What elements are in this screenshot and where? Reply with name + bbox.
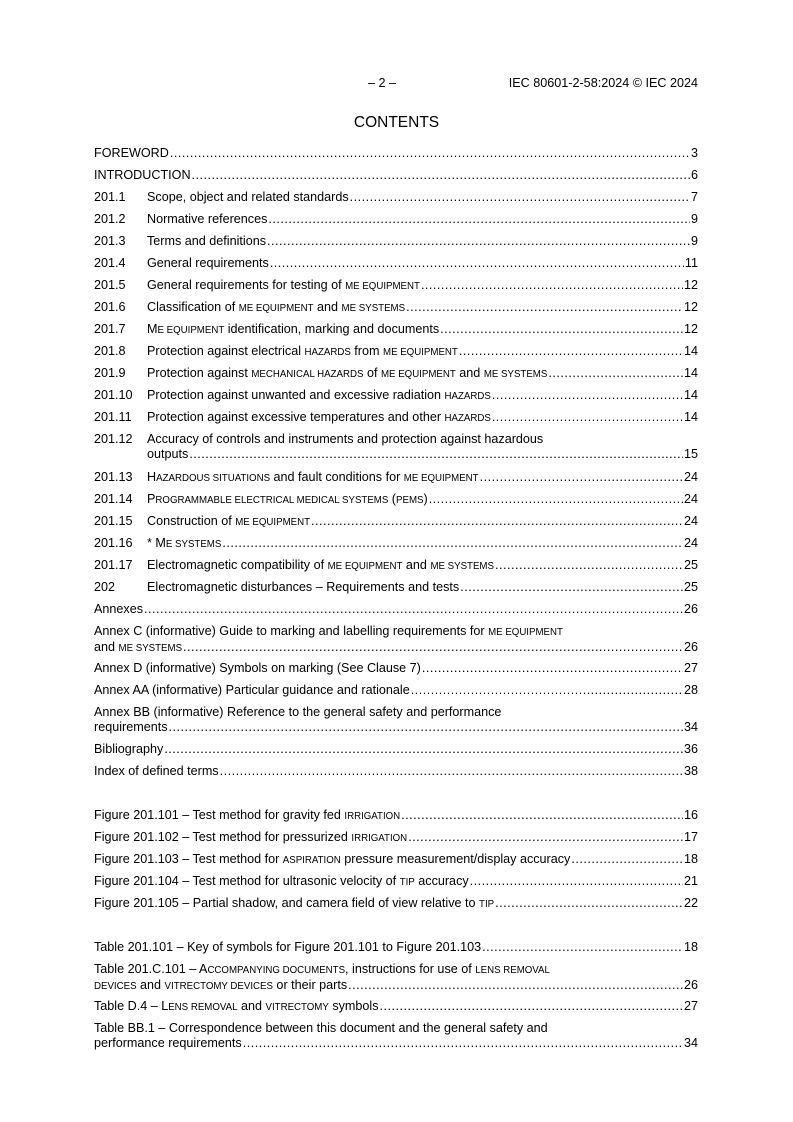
page-ref: 9 xyxy=(690,212,698,226)
section-number: 201.12 xyxy=(94,432,133,446)
toc-entry[interactable] xyxy=(94,940,698,955)
toc-entry[interactable] xyxy=(94,558,698,574)
entry-title xyxy=(147,580,459,595)
entry-text-part: P xyxy=(147,492,156,506)
entry-text-part: CCOMPANYING DOCUMENTS xyxy=(207,965,346,976)
entry-text-part: ME EQUIPMENT xyxy=(327,561,403,572)
toc-entry[interactable] xyxy=(94,1021,698,1051)
entry-title xyxy=(94,830,407,846)
entry-title xyxy=(147,492,428,508)
entry-text-part: Construction of xyxy=(147,514,236,528)
entry-text-part: Annexes xyxy=(94,602,144,616)
entry-text-part: IRRIGATION xyxy=(344,811,401,822)
entry-text-part: VITRECTOMY xyxy=(265,1002,329,1013)
toc-entry[interactable] xyxy=(94,470,698,486)
section-number: 201.15 xyxy=(94,514,133,528)
entry-text-part: Table 201.101 – Key of symbols for Figure 201.101 to Figure 201.103 xyxy=(94,940,482,954)
entry-text-part: Protection against excessive temperatures and other xyxy=(147,410,445,424)
toc-entry[interactable] xyxy=(94,146,698,161)
toc-entry[interactable] xyxy=(94,234,698,249)
page-ref: 12 xyxy=(683,300,698,314)
entry-text-part: Electromagnetic compatibility of xyxy=(147,558,328,572)
dot-leader xyxy=(492,388,683,403)
dot-leader xyxy=(460,580,683,595)
toc-entry[interactable] xyxy=(94,624,698,656)
page-ref: 27 xyxy=(683,999,698,1013)
page-ref: 12 xyxy=(683,322,698,336)
toc-entry[interactable] xyxy=(94,999,698,1015)
page-ref: 14 xyxy=(683,388,698,402)
toc-entry[interactable] xyxy=(94,874,698,890)
page-ref: 21 xyxy=(683,874,698,888)
entry-title xyxy=(147,514,310,530)
page-ref: 14 xyxy=(683,366,698,380)
section-number: 201.11 xyxy=(94,410,132,424)
entry-title xyxy=(94,874,469,890)
entry-text-part: requirements xyxy=(94,720,168,734)
entry-title-continued xyxy=(94,1036,242,1051)
entry-text-part: or their parts xyxy=(272,978,348,992)
entry-text-part: E EQUIPMENT xyxy=(157,325,225,336)
page-ref: 11 xyxy=(684,256,698,270)
entry-title xyxy=(94,168,191,183)
toc-entry[interactable] xyxy=(94,388,698,404)
entry-text-part: and xyxy=(237,999,266,1013)
entry-text-part: ME SYSTEMS xyxy=(430,561,494,572)
dot-leader xyxy=(222,536,683,551)
entry-title xyxy=(94,940,481,955)
toc-entry[interactable] xyxy=(94,602,698,617)
entry-title xyxy=(94,624,563,640)
entry-text-part: MECHANICAL HAZARDS xyxy=(251,369,364,380)
section-number: 201.17 xyxy=(94,558,133,572)
entry-text-part: M xyxy=(147,322,158,336)
toc-entry[interactable] xyxy=(94,432,698,462)
toc-entry[interactable] xyxy=(94,410,698,426)
toc-entry[interactable] xyxy=(94,366,698,382)
entry-title xyxy=(147,256,269,271)
toc-entry[interactable] xyxy=(94,808,698,824)
dot-leader xyxy=(480,470,683,485)
dot-leader xyxy=(470,874,683,889)
entry-text-part: Normative references xyxy=(147,212,268,226)
section-number: 201.2 xyxy=(94,212,126,226)
entry-title xyxy=(94,1021,548,1036)
entry-text-part: and fault conditions for xyxy=(270,470,404,484)
entry-text-part: performance requirements xyxy=(94,1036,242,1050)
toc-entry[interactable] xyxy=(94,168,698,183)
entry-text-part: Annex C (informative) Guide to marking and labelling requirements for xyxy=(94,624,489,638)
page-ref: 14 xyxy=(683,344,698,358)
entry-text-part: Annex D (informative) Symbols on marking (See Clause 7) xyxy=(94,661,421,675)
entry-title xyxy=(147,190,349,205)
page-ref: 18 xyxy=(683,940,698,954)
entry-text-part: INTRODUCTION xyxy=(94,168,191,182)
entry-text-part: ( xyxy=(388,492,397,506)
entry-title xyxy=(147,388,491,404)
entry-text-part: Protection against electrical xyxy=(147,344,305,358)
entry-text-part: Protection against xyxy=(147,366,252,380)
page-ref: 38 xyxy=(683,764,698,778)
toc-entry[interactable] xyxy=(94,896,698,912)
dot-leader xyxy=(421,278,683,293)
section-number: 202 xyxy=(94,580,116,594)
entry-text-part: ME EQUIPMENT xyxy=(235,517,311,528)
entry-text-part: ROGRAMMABLE ELECTRICAL MEDICAL SYSTEMS xyxy=(155,495,389,506)
entry-text-part: Annex BB (informative) Reference to the general safety and performance xyxy=(94,705,502,719)
dot-leader xyxy=(350,190,690,205)
entry-text-part: ME SYSTEMS xyxy=(483,369,548,380)
entry-text-part: ME EQUIPMENT xyxy=(403,473,479,484)
entry-title xyxy=(94,683,410,698)
entry-text-part: and xyxy=(136,978,165,992)
entry-title xyxy=(147,432,543,447)
page-ref: 3 xyxy=(690,146,698,160)
entry-text-part: AZARDOUS SITUATIONS xyxy=(156,473,271,484)
entry-text-part: Classification of xyxy=(147,300,239,314)
entry-text-part: and xyxy=(402,558,431,572)
toc-entry[interactable] xyxy=(94,580,698,595)
page-ref: 34 xyxy=(683,720,698,734)
section-number: 201.13 xyxy=(94,470,133,484)
entry-title xyxy=(147,300,405,316)
section-number: 201.7 xyxy=(94,322,126,336)
dot-leader xyxy=(492,410,683,425)
dot-leader xyxy=(495,896,683,911)
entry-title xyxy=(147,410,491,426)
entry-text-part: E SYSTEMS xyxy=(165,539,222,550)
entry-text-part: Accuracy of controls and instruments and protection against hazardous xyxy=(147,432,544,446)
entry-text-part: Protection against unwanted and excessive radiation xyxy=(147,388,445,402)
entry-title xyxy=(147,278,420,294)
entry-title xyxy=(147,212,267,227)
entry-text-part: ENS REMOVAL xyxy=(168,1002,238,1013)
page-number: – 2 – xyxy=(368,76,397,90)
dot-leader xyxy=(408,830,683,845)
dot-leader xyxy=(144,602,683,617)
entry-title xyxy=(94,808,400,824)
entry-title xyxy=(147,234,266,249)
section-number: 201.6 xyxy=(94,300,126,314)
dot-leader xyxy=(440,322,683,337)
dot-leader xyxy=(401,808,683,823)
entry-text-part: ASPIRATION xyxy=(282,855,341,866)
entry-text-part: Figure 201.103 – Test method for xyxy=(94,852,283,866)
entry-title-continued xyxy=(94,640,182,656)
dot-leader xyxy=(406,300,683,315)
dot-leader xyxy=(189,447,683,462)
dot-leader xyxy=(429,492,683,507)
entry-title xyxy=(147,322,439,338)
toc-entry[interactable] xyxy=(94,344,698,360)
entry-title xyxy=(94,896,494,912)
toc-entry[interactable] xyxy=(94,300,698,316)
toc-entry[interactable] xyxy=(94,742,698,757)
page-ref: 14 xyxy=(683,410,698,424)
dot-leader xyxy=(571,852,683,867)
toc-entry[interactable] xyxy=(94,661,698,676)
toc-entry[interactable] xyxy=(94,852,698,868)
page-ref: 26 xyxy=(683,978,698,992)
entry-text-part: TIP xyxy=(399,877,415,888)
toc-entry[interactable] xyxy=(94,764,698,779)
entry-text-part: * M xyxy=(147,536,166,550)
entry-text-part: identification, marking and documents xyxy=(224,322,440,336)
entry-text-part: and xyxy=(455,366,484,380)
page-ref: 26 xyxy=(683,640,698,654)
entry-text-part: Bibliography xyxy=(94,742,164,756)
section-number: 201.8 xyxy=(94,344,126,358)
dot-leader xyxy=(164,742,683,757)
entry-text-part: HAZARDS xyxy=(304,347,351,358)
entry-text-part: of xyxy=(363,366,381,380)
section-number: 201.10 xyxy=(94,388,133,402)
entry-text-part: accuracy xyxy=(414,874,469,888)
entry-text-part: ME EQUIPMENT xyxy=(380,369,456,380)
entry-text-part: Table 201.C.101 – A xyxy=(94,962,208,976)
entry-text-part: VITRECTOMY DEVICES xyxy=(164,981,273,992)
entry-title xyxy=(147,344,458,360)
entry-text-part: HAZARDS xyxy=(444,413,491,424)
page-ref: 15 xyxy=(683,447,698,461)
section-number: 201.3 xyxy=(94,234,126,248)
entry-title xyxy=(147,536,221,552)
entry-title xyxy=(147,470,479,486)
toc-entry[interactable] xyxy=(94,492,698,508)
entry-text-part: Electromagnetic disturbances – Requirements and tests xyxy=(147,580,460,594)
section-number: 201.5 xyxy=(94,278,126,292)
page-ref: 28 xyxy=(683,683,698,697)
dot-leader xyxy=(422,661,683,676)
dot-leader xyxy=(268,212,690,227)
entry-text-part: LENS REMOVAL xyxy=(475,965,550,976)
entry-text-part: H xyxy=(147,470,157,484)
entry-text-part: ME EQUIPMENT xyxy=(345,281,420,292)
entry-title-continued xyxy=(147,447,188,462)
entry-text-part: Table D.4 – L xyxy=(94,999,169,1013)
dot-leader xyxy=(548,366,683,381)
document-reference: IEC 80601-2-58:2024 © IEC 2024 xyxy=(508,76,698,90)
entry-title xyxy=(94,602,143,617)
toc-entry[interactable] xyxy=(94,212,698,227)
entry-text-part: IRRIGATION xyxy=(351,833,408,844)
section-number: 201.16 xyxy=(94,536,133,550)
entry-title xyxy=(94,999,379,1015)
page-ref: 36 xyxy=(683,742,698,756)
entry-text-part: Table BB.1 – Correspondence between this document and the general safety and xyxy=(94,1021,548,1035)
entry-text-part: and xyxy=(313,300,342,314)
entry-title xyxy=(147,558,494,574)
entry-text-part: DEVICES xyxy=(94,981,137,992)
entry-title xyxy=(94,146,169,161)
dot-leader xyxy=(380,999,683,1014)
entry-text-part: ME SYSTEMS xyxy=(341,303,406,314)
dot-leader xyxy=(311,514,683,529)
section-number: 201.14 xyxy=(94,492,133,506)
page-ref: 24 xyxy=(683,470,698,484)
entry-text-part: Figure 201.105 – Partial shadow, and camera field of view relative to xyxy=(94,896,480,910)
page-ref: 24 xyxy=(683,536,698,550)
entry-text-part: Scope, object and related standards xyxy=(147,190,349,204)
entry-text-part: from xyxy=(350,344,383,358)
section-number: 201.9 xyxy=(94,366,126,380)
page-ref: 7 xyxy=(690,190,698,204)
page-ref: 18 xyxy=(683,852,698,866)
entry-text-part: ) xyxy=(423,492,428,506)
page-ref: 16 xyxy=(683,808,698,822)
entry-title xyxy=(147,366,547,382)
page-ref: 17 xyxy=(683,830,698,844)
dot-leader xyxy=(243,1036,683,1051)
dot-leader xyxy=(459,344,683,359)
entry-text-part: Figure 201.102 – Test method for pressurized xyxy=(94,830,352,844)
page-ref: 27 xyxy=(683,661,698,675)
entry-title xyxy=(94,705,501,720)
entry-title-continued xyxy=(94,720,168,735)
dot-leader xyxy=(482,940,683,955)
entry-text-part: pressure measurement/display accuracy xyxy=(340,852,571,866)
entry-text-part: , instructions for use of xyxy=(345,962,476,976)
toc-entry[interactable] xyxy=(94,278,698,294)
section-number: 201.1 xyxy=(94,190,126,204)
toc-entry[interactable] xyxy=(94,683,698,698)
entry-text-part: General requirements xyxy=(147,256,269,270)
entry-title xyxy=(94,764,219,779)
dot-leader xyxy=(348,978,683,993)
entry-title xyxy=(94,962,550,978)
page-ref: 25 xyxy=(683,558,698,572)
entry-text-part: and xyxy=(94,640,119,654)
entry-text-part: PEMS xyxy=(396,495,424,506)
toc-entry[interactable] xyxy=(94,830,698,846)
entry-title xyxy=(94,852,570,868)
toc-entry[interactable] xyxy=(94,705,698,735)
entry-text-part: Annex AA (informative) Particular guidance and rationale xyxy=(94,683,410,697)
section-number: 201.4 xyxy=(94,256,126,270)
entry-text-part: TIP xyxy=(479,899,495,910)
page-header xyxy=(94,76,698,92)
toc-entry[interactable] xyxy=(94,962,698,994)
page-ref: 22 xyxy=(683,896,698,910)
entry-text-part: Figure 201.101 – Test method for gravity fed xyxy=(94,808,345,822)
page-ref: 34 xyxy=(683,1036,698,1050)
entry-title xyxy=(94,661,421,676)
entry-text-part: General requirements for testing of xyxy=(147,278,346,292)
page-ref: 12 xyxy=(683,278,698,292)
entry-title-continued xyxy=(94,978,347,994)
entry-text-part: Terms and definitions xyxy=(147,234,267,248)
page-ref: 26 xyxy=(683,602,698,616)
toc-entry[interactable] xyxy=(94,514,698,530)
dot-leader xyxy=(192,168,690,183)
dot-leader xyxy=(267,234,690,249)
entry-text-part: ME SYSTEMS xyxy=(118,643,183,654)
dot-leader xyxy=(411,683,683,698)
toc-entry[interactable] xyxy=(94,190,698,205)
toc-entry[interactable] xyxy=(94,256,698,271)
entry-text-part: Index of defined terms xyxy=(94,764,219,778)
page-ref: 25 xyxy=(683,580,698,594)
page-ref: 6 xyxy=(690,168,698,182)
dot-leader xyxy=(270,256,684,271)
entry-text-part: outputs xyxy=(147,447,189,461)
toc-entry[interactable] xyxy=(94,536,698,552)
entry-title xyxy=(94,742,163,757)
dot-leader xyxy=(170,146,690,161)
page-ref: 24 xyxy=(683,514,698,528)
toc-entry[interactable] xyxy=(94,322,698,338)
dot-leader xyxy=(495,558,683,573)
entry-text-part: symbols xyxy=(328,999,379,1013)
entry-text-part: Figure 201.104 – Test method for ultrasonic velocity of xyxy=(94,874,400,888)
contents-title: CONTENTS xyxy=(353,114,440,131)
entry-text-part: ME EQUIPMENT xyxy=(383,347,458,358)
page-ref: 24 xyxy=(683,492,698,506)
dot-leader xyxy=(183,640,683,655)
page-ref: 9 xyxy=(690,234,698,248)
entry-text-part: ME EQUIPMENT xyxy=(488,627,563,638)
entry-text-part: HAZARDS xyxy=(444,391,491,402)
dot-leader xyxy=(169,720,683,735)
entry-text-part: FOREWORD xyxy=(94,146,169,160)
dot-leader xyxy=(220,764,683,779)
entry-text-part: ME EQUIPMENT xyxy=(238,303,314,314)
